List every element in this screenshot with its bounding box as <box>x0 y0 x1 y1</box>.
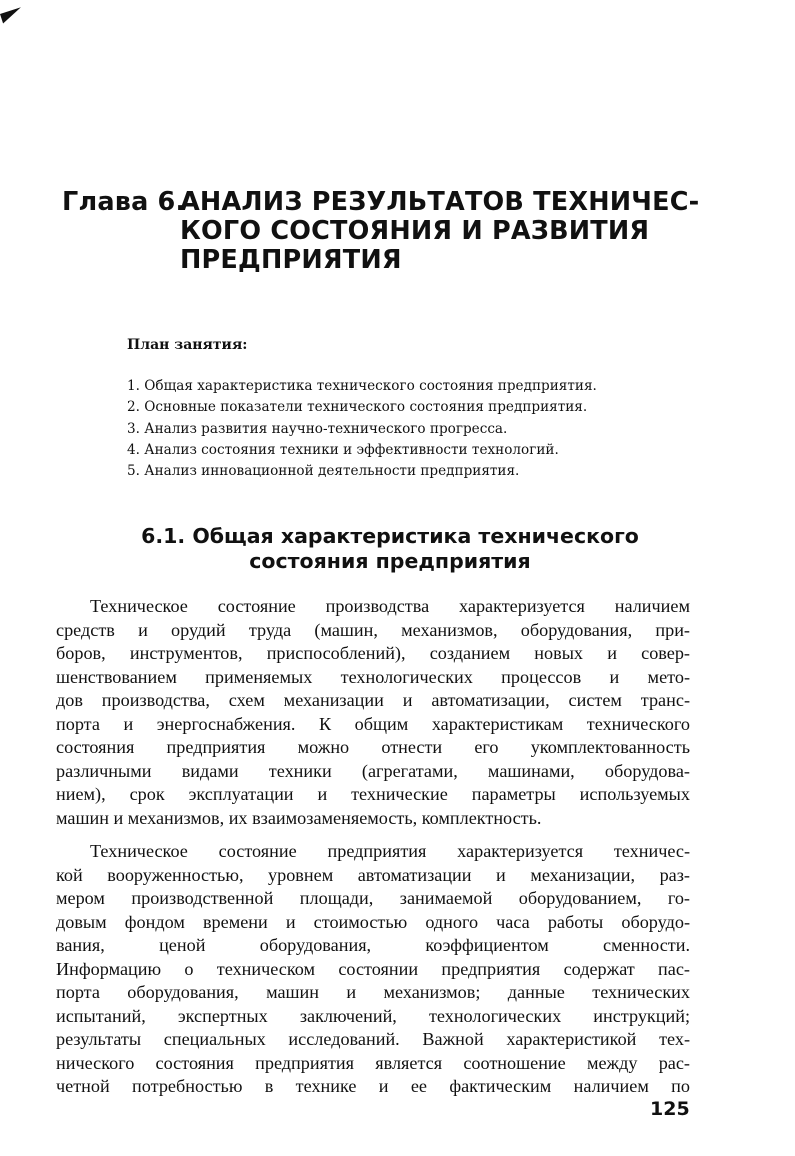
text-line: вания, ценой оборудования, коэффициентом сменности. <box>56 935 690 955</box>
chapter-title-line: АНАЛИЗ РЕЗУЛЬТАТОВ ТЕХНИЧЕС- <box>180 187 700 217</box>
chapter-title-line: КОГО СОСТОЯНИЯ И РАЗВИТИЯ <box>180 216 650 246</box>
scan-corner-mark <box>0 7 24 23</box>
chapter-title <box>180 188 700 275</box>
text-line: Техническое состояние предприятия характеризуется техничес- <box>90 841 690 861</box>
text-line: мером производственной площади, занимаемой оборудованием, го- <box>56 888 690 908</box>
text-line: нического состояния предприятия является соотношение между рас- <box>56 1052 690 1073</box>
lesson-plan-item: 2. Основные показатели технического состояния предприятия. <box>127 399 588 416</box>
chapter-label: Глава 6. <box>62 187 186 217</box>
text-line: шенствованием применяемых технологических процессов и мето- <box>56 666 690 687</box>
lesson-plan-item: 3. Анализ развития научно-технического прогресса. <box>127 420 508 437</box>
text-line: машин и механизмов, их взаимозаменяемость, комплектность. <box>56 807 542 828</box>
text-line: порта оборудования, машин и механизмов; данные технических <box>56 982 690 1002</box>
section-heading <box>110 524 670 574</box>
text-line: средств и орудий труда (машин, механизмов, оборудования, при- <box>56 619 690 640</box>
section-title-line: 6.1. Общая характеристика технического <box>141 524 639 548</box>
lesson-plan-list <box>127 376 687 482</box>
text-line: четной потребностью в технике и ее фактическим наличием по <box>56 1076 690 1096</box>
text-line: довым фондом времени и стоимостью одного часа работы оборудо- <box>56 911 690 932</box>
lesson-plan-item: 1. Общая характеристика технического состояния предприятия. <box>127 378 597 394</box>
text-line: дов производства, схем механизации и автоматизации, систем транс- <box>56 690 690 710</box>
text-line: боров, инструментов, приспособлений), созданием новых и совер- <box>56 643 690 663</box>
text-line: кой вооруженностью, уровнем автоматизации и механизации, раз- <box>56 864 690 885</box>
text-line: Техническое состояние производства характеризуется наличием <box>90 596 690 616</box>
text-line: нием), срок эксплуатации и технические параметры используемых <box>56 784 690 804</box>
paragraph <box>56 840 690 1099</box>
section-title-line: состояния предприятия <box>249 549 531 573</box>
paragraph <box>56 595 690 830</box>
text-line: порта и энергоснабжения. К общим характеристикам технического <box>56 713 690 734</box>
text-line: испытаний, экспертных заключений, технологических инструкций; <box>56 1005 690 1026</box>
body-text <box>56 595 690 1099</box>
lesson-plan-item: 5. Анализ инновационной деятельности предприятия. <box>127 463 520 480</box>
text-line: различными видами техники (агрегатами, машинами, оборудова- <box>56 760 690 781</box>
lesson-plan-title: План занятия: <box>127 337 248 353</box>
paragraph-gap <box>56 830 690 840</box>
page-number: 125 <box>650 1098 690 1120</box>
text-line: состояния предприятия можно отнести его укомплектованность <box>56 737 690 757</box>
chapter-title-line: ПРЕДПРИЯТИЯ <box>180 245 402 275</box>
text-line: Информацию о техническом состоянии предприятия содержат пас- <box>56 958 690 979</box>
lesson-plan-item: 4. Анализ состояния техники и эффективности технологий. <box>127 441 559 458</box>
text-line: результаты специальных исследований. Важной характеристикой тех- <box>56 1029 690 1049</box>
